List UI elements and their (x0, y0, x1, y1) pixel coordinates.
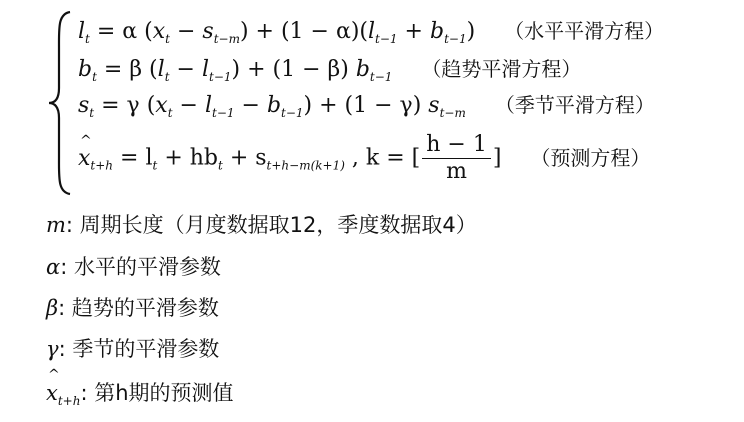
definition-m: m: 周期长度（月度数据取12，季度数据取4） (46, 213, 477, 237)
level-equation: $l_t = \alpha$ $(x_t - s_{t-m}) + (1 - \alpha)(l_{t-1} + b_{t-1})$ （水平平滑方程） (78, 19, 665, 46)
level-equation-note: （水平平滑方程） (504, 19, 665, 43)
definition-gamma: γ: 季节的平滑参数 (46, 337, 220, 361)
season-equation-rhs: = γ $(x_t - l_{t-1} - b_{t-1}) + (1 - \gamma)$ $s_{t-m}$ (101, 93, 466, 120)
season-equation-note: （季节平滑方程） (494, 93, 655, 117)
trend-equation-rhs: = β $(l_t - l_{t-1}) + (1 - \beta)$ $b_{t-1}$ (103, 57, 393, 84)
forecast-equation: ^ $x_{t+h} = l_t + hb_t + s_{t+h-m(k+1)}$ , k = [ $\frac{h - 1}{m}$ ] （预测方程） (78, 132, 650, 185)
definition-forecast: ^ $x_{t+h}$: 第h期的预测值 (46, 378, 234, 416)
definition-alpha: α: 水平的平滑参数 (46, 255, 221, 279)
season-equation: $s_t = \gamma$ $(x_t - l_{t-1} - b_{t-1}) + (1 - \gamma)$ $s_{t-m}$ （季节平滑方程） (78, 93, 655, 120)
forecast-equation-note: （预测方程） (530, 145, 651, 170)
trend-equation: $b_t = \beta$ $(l_t - l_{t-1}) + (1 - \beta)$ $b_{t-1}$ （趋势平滑方程） (78, 57, 582, 84)
level-equation-rhs: = α $(x_t - s_{t-m}) + (1 - \alpha)(l_{t-1} + b_{t-1})$ (96, 19, 476, 46)
trend-equation-note: （趋势平滑方程） (421, 57, 582, 81)
definition-beta: β: 趋势的平滑参数 (46, 296, 219, 320)
left-brace (46, 8, 76, 198)
forecast-fraction: $\frac{h - 1}{m}$ (422, 132, 491, 185)
